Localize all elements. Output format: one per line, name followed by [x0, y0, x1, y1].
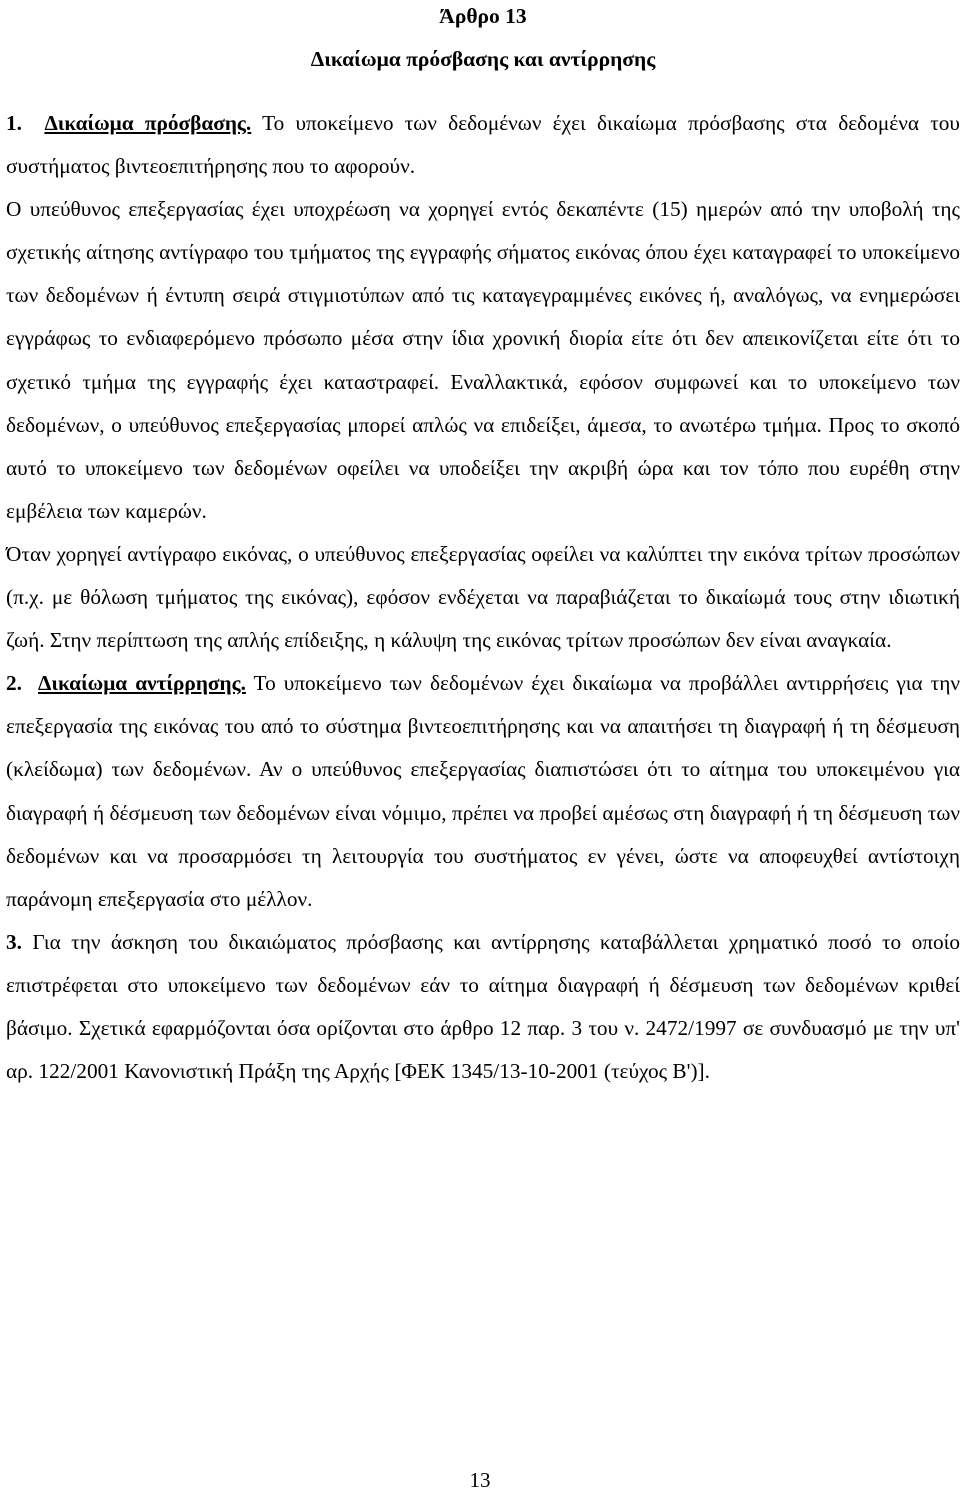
article-number: Άρθρο 13 — [439, 4, 527, 28]
section-3-number: 3. — [6, 929, 22, 954]
section-1-number: 1. — [6, 111, 22, 135]
document-page — [6, 0, 960, 1093]
section-3 — [6, 921, 960, 1093]
section-2-text: Το υποκείμενο των δεδομένων έχει δικαίωμα να προβάλλει αντιρρήσεις για την επεξεργασία της εικόνας του από το σύστημα βιντεοεπιτήρησης και να απαιτήσει τη διαγραφή ή τη δέσμευση (κλείδωμα) των δεδομένων. Αν ο υπεύθυνος επεξεργασίας διαπιστώσει ότι το αίτημα του υποκειμένου για διαγραφή ή δέσμευση των δεδομένων είναι νόμιμο, πρέπει να προβεί αμέσως στη διαγραφή ή τη δέσμευση των δεδομένων και να προσαρμόσει τη λειτουργία του συστήματος εν γένει, ώστε να αποφευχθεί αντίστοιχη παράνομη επεξεργασία στο μέλλον. — [6, 671, 960, 911]
section-1-paragraph-2: Ο υπεύθυνος επεξεργασίας έχει υποχρέωση να χορηγεί εντός δεκαπέντε (15) ημερών από την υποβολή της σχετικής αίτησης αντίγραφο του τμήματος της εγγραφής σήματος εικόνας όπου έχει καταγραφεί το υποκείμενο των δεδομένων ή έντυπη σειρά στιγμιοτύπων από τις καταγεγραμμένες εικόνες ή, αναλόγως, να ενημερώσει εγγράφως το ενδιαφερόμενο πρόσωπο μέσα στην ίδια χρονική διορία είτε ότι δεν απεικονίζεται είτε ότι το σχετικό τμήμα της εγγραφής έχει καταστραφεί. Εναλλακτικά, εφόσον συμφωνεί και το υποκείμενο των δεδομένων, ο υπεύθυνος επεξεργασίας μπορεί απλώς να επιδείξει, άμεσα, το ανωτέρω τμήμα. Προς το σκοπό αυτό το υποκείμενο των δεδομένων οφείλει να υποδείξει την ακριβή ώρα και τον τόπο που ευρέθη στην εμβέλεια των καμερών. — [6, 197, 960, 523]
section-1-intro-text: Το υποκείμενο των δεδομένων έχει δικαίωμα πρόσβασης στα δεδομένα του συστήματος βιντεοεπιτήρησης που το αφορούν. — [6, 111, 960, 179]
section-2-heading: Δικαίωμα αντίρρησης. — [38, 671, 246, 696]
section-2-number: 2. — [6, 671, 22, 696]
article-body — [6, 102, 960, 1093]
section-3-text: Για την άσκηση του δικαιώματος πρόσβασης και αντίρρησης καταβάλλεται χρηματικό ποσό το οποίο επιστρέφεται στο υποκείμενο των δεδομένων εάν το αίτημα διαγραφή ή δέσμευση των δεδομένων κριθεί βάσιμο. Σχετικά εφαρμόζονται όσα ορίζονται στο άρθρο 12 παρ. 3 του ν. 2472/1997 σε συνδυασμό με την υπ' αρ. 122/2001 Κανονιστική Πράξη της Αρχής [ΦΕΚ 1345/13-10-2001 (τεύχος Β')]. — [6, 929, 960, 1084]
section-1-intro — [6, 102, 960, 188]
page-number: 13 — [469, 1468, 491, 1492]
section-2 — [6, 662, 960, 921]
article-title: Δικαίωμα πρόσβασης και αντίρρησης — [310, 47, 656, 71]
section-1-heading: Δικαίωμα πρόσβασης. — [44, 111, 252, 135]
section-1-paragraph-3: Όταν χορηγεί αντίγραφο εικόνας, ο υπεύθυνος επεξεργασίας οφείλει να καλύπτει την εικόνα τρίτων προσώπων (π.χ. με θόλωση τμήματος της εικόνας), εφόσον ενδέχεται να παραβιάζεται το δικαίωμά τους στην ιδιωτική ζωή. Στην περίπτωση της απλής επίδειξης, η κάλυψη της εικόνας τρίτων προσώπων δεν είναι αναγκαία. — [6, 541, 960, 653]
